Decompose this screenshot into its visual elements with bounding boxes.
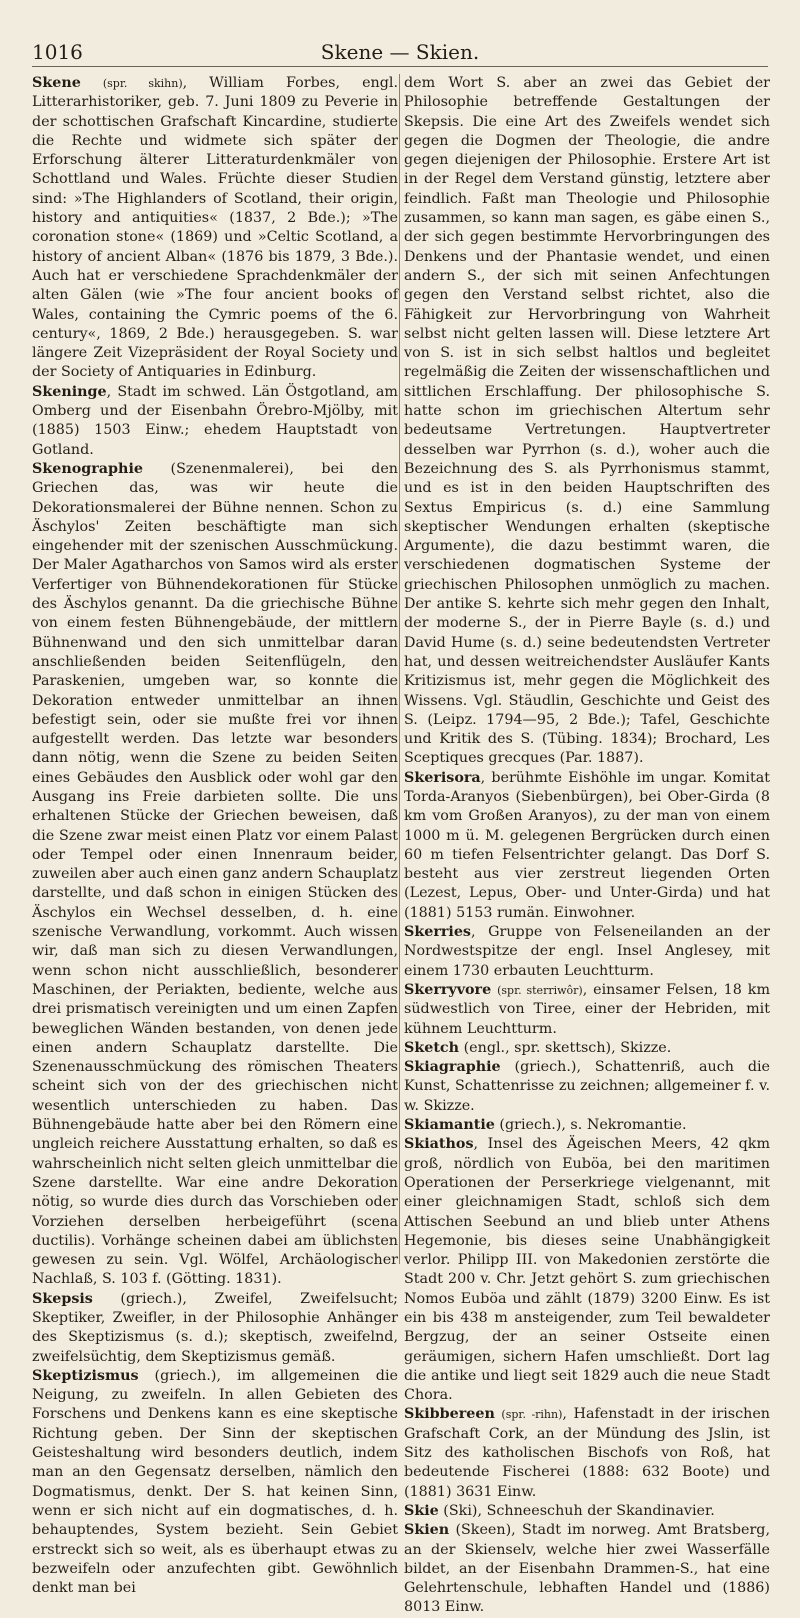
entry-headword: Skerisora [404,769,481,786]
entry-text: , berühmte Eishöhle im ungar. Komitat Torda-Aranyos (Siebenbürgen), bei Ober-Girda (8 km vom Großen Aranyos), zu der man von einem 1000 m ü. M. gelegenen Bergrücken durch einen 60 m tiefen Felsentrichter gelangt. Das Dorf S. besteht aus vier zerstreut liegenden Orten (Lezest, Lepus, Ober- und Unter-Girda) und hat (1881) 5153 rumän. Einwohner. [404,769,770,921]
entry-text: , William Forbes, engl. Litterarhistoriker, geb. 7. Juni 1809 zu Peverie in der schottischen Grafschaft Kincardine, studierte die Rechte und widmete sich später der Erforschung älterer Litteraturdenkmäler von Schottland und Wales. Früchte dieser Studien sind: »The Highlanders of Scotland, their origin, history and antiquities« (1837, 2 Bde.); »The coronation stone« (1869) und »Celtic Scotland, a history of ancient Alban« (1876 bis 1879, 3 Bde.). Auch hat er verschiedene Sprachdenkmäler der alten Gälen (wie »The four ancient books of Wales, containing the Cymric poems of the 6. century«, 1869, 2 Bde.) herausgegeben. S. war längere Zeit Vizepräsident der Royal Society und der Society of Antiquaries in Edinburg. [32,75,399,381]
entry-headword: Skiagraphie [404,1059,501,1076]
dictionary-entry [32,74,398,383]
entry-headword: Skene [32,75,81,91]
entry-headword: Skerryvore [404,981,492,998]
dictionary-entry [404,1058,770,1116]
dictionary-entry [32,460,398,1290]
column-divider [399,74,400,1264]
dictionary-entry [404,74,770,769]
dictionary-entry [32,1367,398,1599]
dictionary-entry [404,923,770,981]
dictionary-entry [32,383,398,460]
entry-headword: Skeninge [32,383,107,400]
entry-text: , Stadt im schwed. Län Östgotland, am Omberg und der Eisenbahn Örebro-Mjölby, mit (1885) 1503 Einw.; ehedem Hauptstadt von Gotland. [32,383,398,458]
entry-text: , Insel des Ägeischen Meers, 42 qkm groß, nördlich von Euböa, bei den maritimen Operationen der Perserkriege vielgenannt, mit einer gleichnamigen Stadt, schloß sich dem Attischen Seebund an und blieb unter Athens Hegemonie, bis dieses seine Unabhängigkeit verlor. Philipp III. von Makedonien zerstörte die Stadt 200 v. Chr. Jetzt gehört S. zum griechischen Nomos Euböa und zählt (1879) 3200 Einw. Es ist ein bis 438 m ansteigender, zum Teil bewaldeter Bergzug, der an seiner Ostseite einen geräumigen, sichern Hafen umschließt. Dort lag die antike und liegt seit 1829 auch die neue Stadt Chora. [404,1136,770,1404]
page-number: 1016 [32,40,83,64]
dictionary-entry [404,981,770,1039]
entry-text: (Szenenmalerei), bei den Griechen das, was wir heute die Dekorationsmalerei der Bühne nennen. Schon zu Äschylos' Zeiten beschäftigte man sich eingehender mit der szenischen Ausschmückung. Der Maler Agatharchos von Samos wird als erster Verfertiger von Bühnendekorationen für Stücke des Äschylos genannt. Da die griechische Bühne von einem festen Bühnengebäude, der mittlern Bühnenwand und den sich unmittelbar daran anschließenden beiden Seitenflügeln, den Paraskenien, umgeben war, so konnte die Dekoration entweder unmittelbar an ihnen befestigt sein, oder sie mußte frei vor ihnen aufgestellt werden. Das letzte war besonders dann nötig, wenn die Szene zu beiden Seiten eines Gebäudes den Ausblick oder wohl gar den Ausgang ins Freie darbieten sollte. Die uns erhaltenen Stücke der Griechen beweisen, daß die Szene zwar meist einen Platz vor einem Palast oder Tempel oder einen Innenraum beider, zuweilen aber auch einen ganz andern Schauplatz darstellte, und daß schon in einigen Stücken des Äschylos ein Wechsel desselben, d. h. eine szenische Verwandlung, vorkommt. Auch wissen wir, daß man sich zu diesen Verwandlungen, wenn schon nicht ausschließlich, besonderer Maschinen, der Periakten, bediente, welche aus drei prismatisch vereinigten und um einen Zapfen beweglichen Wänden bestanden, von denen jede einen andern Schauplatz darstellte. Die Szenenausschmückung des römischen Theaters scheint sich von der des griechischen nicht wesentlich unterschieden zu haben. Das Bühnengebäude hatte aber bei den Römern eine ungleich reichere Ausstattung erhalten, so daß es wahrscheinlich nicht selten gleich unmittelbar die Szene darstellte. War eine andre Dekoration nötig, so wurde dies durch das Vorschieben oder Vorziehen derselben herbeigeführt (scena ductilis). Vorhänge scheinen dabei am üblichsten gewesen zu sein. Vgl. Wölfel, Archäologischer Nachlaß, S. 103 f. (Götting. 1831). [32,460,398,1288]
entry-text: , einsamer Felsen, 18 km südwestlich von Tiree, einer der Hebriden, mit kühnem Leuchtturm. [404,981,770,1037]
entry-headword: Skenographie [32,460,143,477]
entry-headword: Skiathos [404,1136,474,1153]
entry-headword: Skibbereen [404,1406,495,1423]
entry-pronunciation: (spr. sterriwôr) [497,983,583,997]
dictionary-entry [404,1135,770,1405]
entry-headword: Skie [404,1502,439,1519]
entry-pronunciation: (spr. skihn) [102,77,183,90]
left-column [32,74,399,1597]
entry-text: (griech.), s. Nekromantie. [494,1117,687,1134]
entry-text: (griech.), im allgemeinen die Neigung, zu zweifeln. In allen Gebieten des Forschens und Denkens kann es eine skeptische Richtung geben. Der Sinn der skeptischen Geisteshaltung wird besonders deutlich, indem man an den Gegensatz derselben, nämlich den Dogmatismus, denkt. Der S. hat keinen Sinn, wenn er sich nicht auf ein dogmatisches, d. h. behauptendes, System bezieht. Sein Gebiet erstreckt sich so weit, als es überhaupt etwas zu bezweifeln oder anzufechten gibt. Gewöhnlich denkt man bei [32,1367,398,1597]
dictionary-entry [404,769,770,923]
entry-text: (Ski), Schneeschuh der Skandinavier. [438,1502,715,1519]
entry-text: (griech.), Schattenriß, auch die Kunst, Schattenrisse zu zeichnen; allgemeiner f. v. w. Skizze. [404,1059,770,1114]
dictionary-entry [32,1290,398,1367]
entry-text: , Hafenstadt in der irischen Grafschaft Cork, an der Mündung des Jslin, ist Sitz des katholischen Bischofs von Roß, hat bedeutende Fischerei (1888: 632 Boote) und (1881) 3631 Einw. [404,1406,771,1500]
dictionary-entry [404,1039,770,1058]
entry-text: dem Wort S. aber an zwei das Gebiet der Philosophie betreffende Gestaltungen der Skepsis. Die eine Art des Zweifels wendet sich gegen die Dogmen der Theologie, die andre gegen diejenigen der Philosophie. Erstere Art ist in der Regel dem Verstand günstig, letztere aber feindlich. Faßt man Theologie und Philosophie zusammen, so kann man sagen, es gäbe einen S., der sich gegen bestimmte Hervorbringungen des Denkens und der Phantasie wendet, und einen andern S., der sich mit seinen Anfechtungen gegen den Verstand selbst richtet, also die Fähigkeit zur Hervorbringung von Wahrheit selbst nicht gelten lassen will. Diese letztere Art von S. ist in sich selbst haltlos und begleitet regelmäßig die Zeiten der wissenschaftlichen und sittlichen Erschlaffung. Der philosophische S. hatte schon im griechischen Altertum sehr bedeutsame Vertretungen. Hauptvertreter desselben war Pyrrhon (s. d.), woher auch die Bezeichnung des S. als Pyrrhonismus stammt, und es ist in den beiden Hauptschriften des Sextus Empiricus (s. d.) eine Sammlung skeptischer Wendungen erhalten (skeptische Argumente), die dazu bestimmt waren, die verschiedenen dogmatischen Systeme der griechischen Philosophen unmöglich zu machen. Der antike S. kehrte sich mehr gegen den Inhalt, der moderne S., der in Pierre Bayle (s. d.) und David Hume (s. d.) seine bedeutendsten Vertreter hat, und dessen weitreichendster Ausläufer Kants Kritizismus ist, mehr gegen die Möglichkeit des Wissens. Vgl. Stäudlin, Geschichte und Geist des S. (Leipz. 1794—95, 2 Bde.); Tafel, Geschichte und Kritik des S. (Tübing. 1834); Brochard, Les Sceptiques grecques (Par. 1887). [404,75,770,767]
page-header [32,36,768,67]
entry-text: (griech.), Zweifel, Zweifelsucht; Skeptiker, Zweifler, in der Philosophie Anhänger des Skeptizismus (s. d.); skeptisch, zweifelnd, zweifelsüchtig, dem Skeptizismus gemäß. [32,1290,398,1365]
entry-text: (Skeen), Stadt im norweg. Amt Bratsberg, an der Skienselv, welche hier zwei Wasserfälle bildet, an der Eisenbahn Drammen-S., hat eine Gelehrtenschule, lebhaften Handel und (1886) 8013 Einw. [404,1522,770,1616]
dictionary-entry [404,1116,770,1135]
entry-headword: Skien [404,1522,450,1539]
entry-headword: Skerries [404,924,471,941]
entry-text: , Gruppe von Felseneilanden an der Nordwestspitze der engl. Insel Anglesey, mit einem 1730 erbauten Leuchtturm. [404,924,770,979]
running-head: Skene — Skien. [320,40,480,64]
entry-headword: Sketch [404,1039,460,1056]
entry-pronunciation: (spr. -rihn) [501,1408,563,1422]
entry-text: (engl., spr. skettsch), Skizze. [459,1039,672,1056]
entry-headword: Skepsis [32,1290,93,1307]
dictionary-entry [404,1521,770,1617]
entry-headword: Skeptizismus [32,1367,139,1384]
right-column [404,74,771,1616]
entry-headword: Skiamantie [404,1117,495,1134]
dictionary-entry [404,1405,770,1501]
dictionary-entry [404,1502,770,1521]
